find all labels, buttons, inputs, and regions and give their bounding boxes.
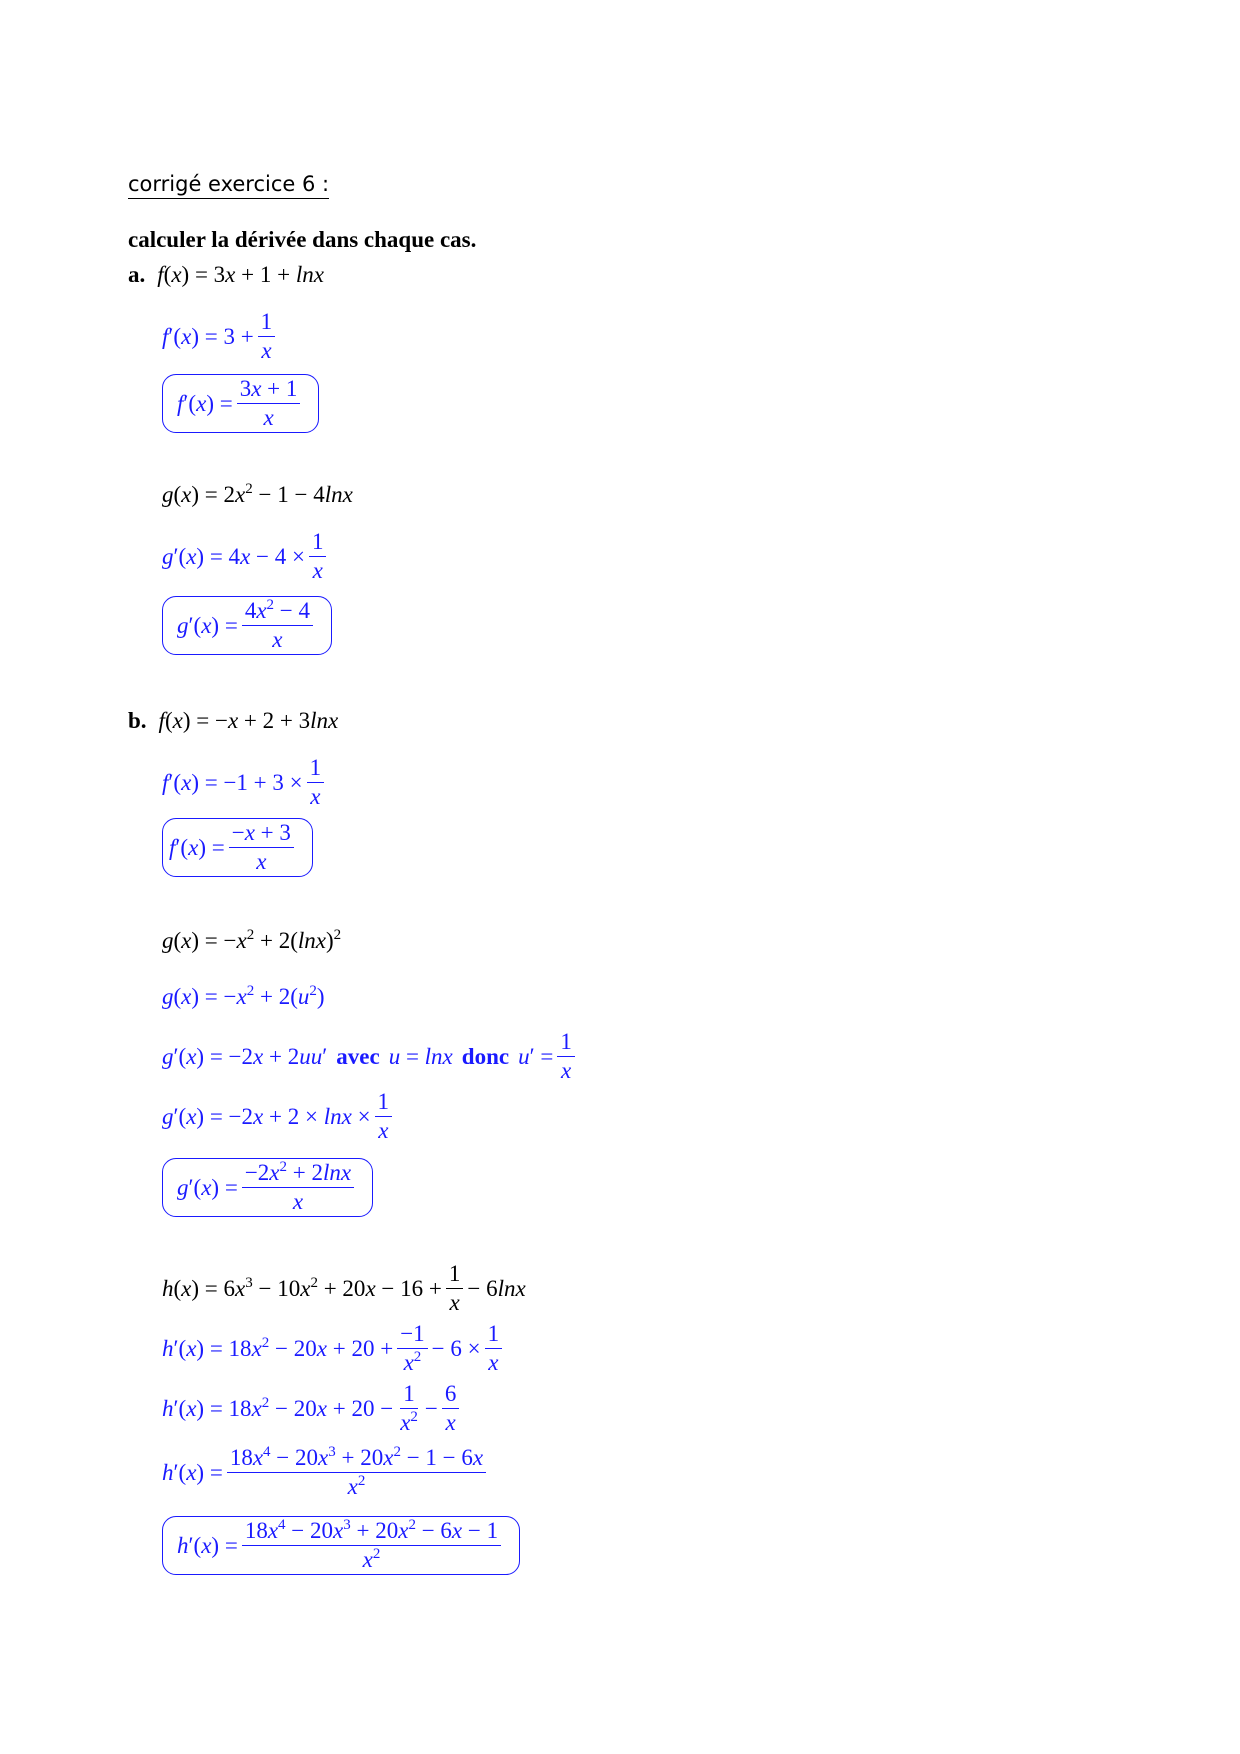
instruction-text: calculer la dérivée dans chaque cas. xyxy=(128,227,477,252)
equation-a-g: $g(x) = 2x^2 - 1 - 4\ln x$ xyxy=(162,481,353,507)
derivative-b-f-result: f′(x) = $\frac{-x + 3}{x}$ xyxy=(162,818,313,877)
label-b: b. xyxy=(128,708,147,733)
equation-a-f: a. f(x) = 3x + 1 + lnx xyxy=(128,262,324,287)
derivative-b-g-result: g′(x) = $\frac{-2x^2 + 2\ln x}{x}$ xyxy=(162,1158,373,1217)
derivative-b-h-step3: h′(x) = $\frac{18x^4 - 20x^3 + 20x^2 - 1 - 6x}{x^2}$ xyxy=(162,1446,490,1499)
derivative-a-g-step: g′(x) = 4x − 4 × $\frac{1}{x}$ xyxy=(162,530,330,583)
derivative-b-h-step1: $h'(x) = 18x^2 - 20x + 20$ + $\frac{-1}{x^2}$ − 6 × $\frac{1}{x}$ xyxy=(162,1322,506,1375)
derivative-b-g-chain-rule: g′(x) = −2x + 2uu′ avec u = lnx donc u′ = $\frac{1}{x}$ xyxy=(162,1030,579,1083)
derivative-b-g-step: g′(x) = −2x + 2 × lnx × $\frac{1}{x}$ xyxy=(162,1090,396,1143)
equation-b-f: b. f(x) = −x + 2 + 3lnx xyxy=(128,708,339,733)
derivative-a-f-step: f′(x) = 3 + $\frac{1}{x}$ xyxy=(162,310,279,363)
equation-b-g: $g(x) = -x^2 + 2(\ln x)^2$ xyxy=(162,927,342,953)
word-donc: donc xyxy=(461,1043,510,1069)
derivative-a-f-result: f′(x) = $\frac{3x + 1}{x}$ xyxy=(162,374,319,433)
label-a: a. xyxy=(128,262,146,287)
derivative-b-h-result: h′(x) = $\frac{18x^4 - 20x^3 + 20x^2 - 6x - 1}{x^2}$ xyxy=(162,1516,520,1575)
derivative-b-h-step2: $h'(x) = 18x^2 - 20x + 20$ − $\frac{1}{x^2}$ − $\frac{6}{x}$ xyxy=(162,1382,463,1435)
equation-b-h: $h(x) = 6x^3 - 10x^2 + 20x - 16$ + $\frac{1}{x}$ − 6lnx xyxy=(162,1261,526,1316)
derivative-b-f-step: f′(x) = −1 + 3 × $\frac{1}{x}$ xyxy=(162,756,328,809)
derivative-a-g-result: g′(x) = $\frac{4x^2 - 4}{x}$ xyxy=(162,596,332,655)
exercise-title: corrigé exercice 6 : xyxy=(128,172,329,199)
derivative-b-g-substitution: $g(x) = -x^2 + 2(u^2)$ xyxy=(162,983,325,1009)
word-avec: avec xyxy=(336,1043,380,1069)
